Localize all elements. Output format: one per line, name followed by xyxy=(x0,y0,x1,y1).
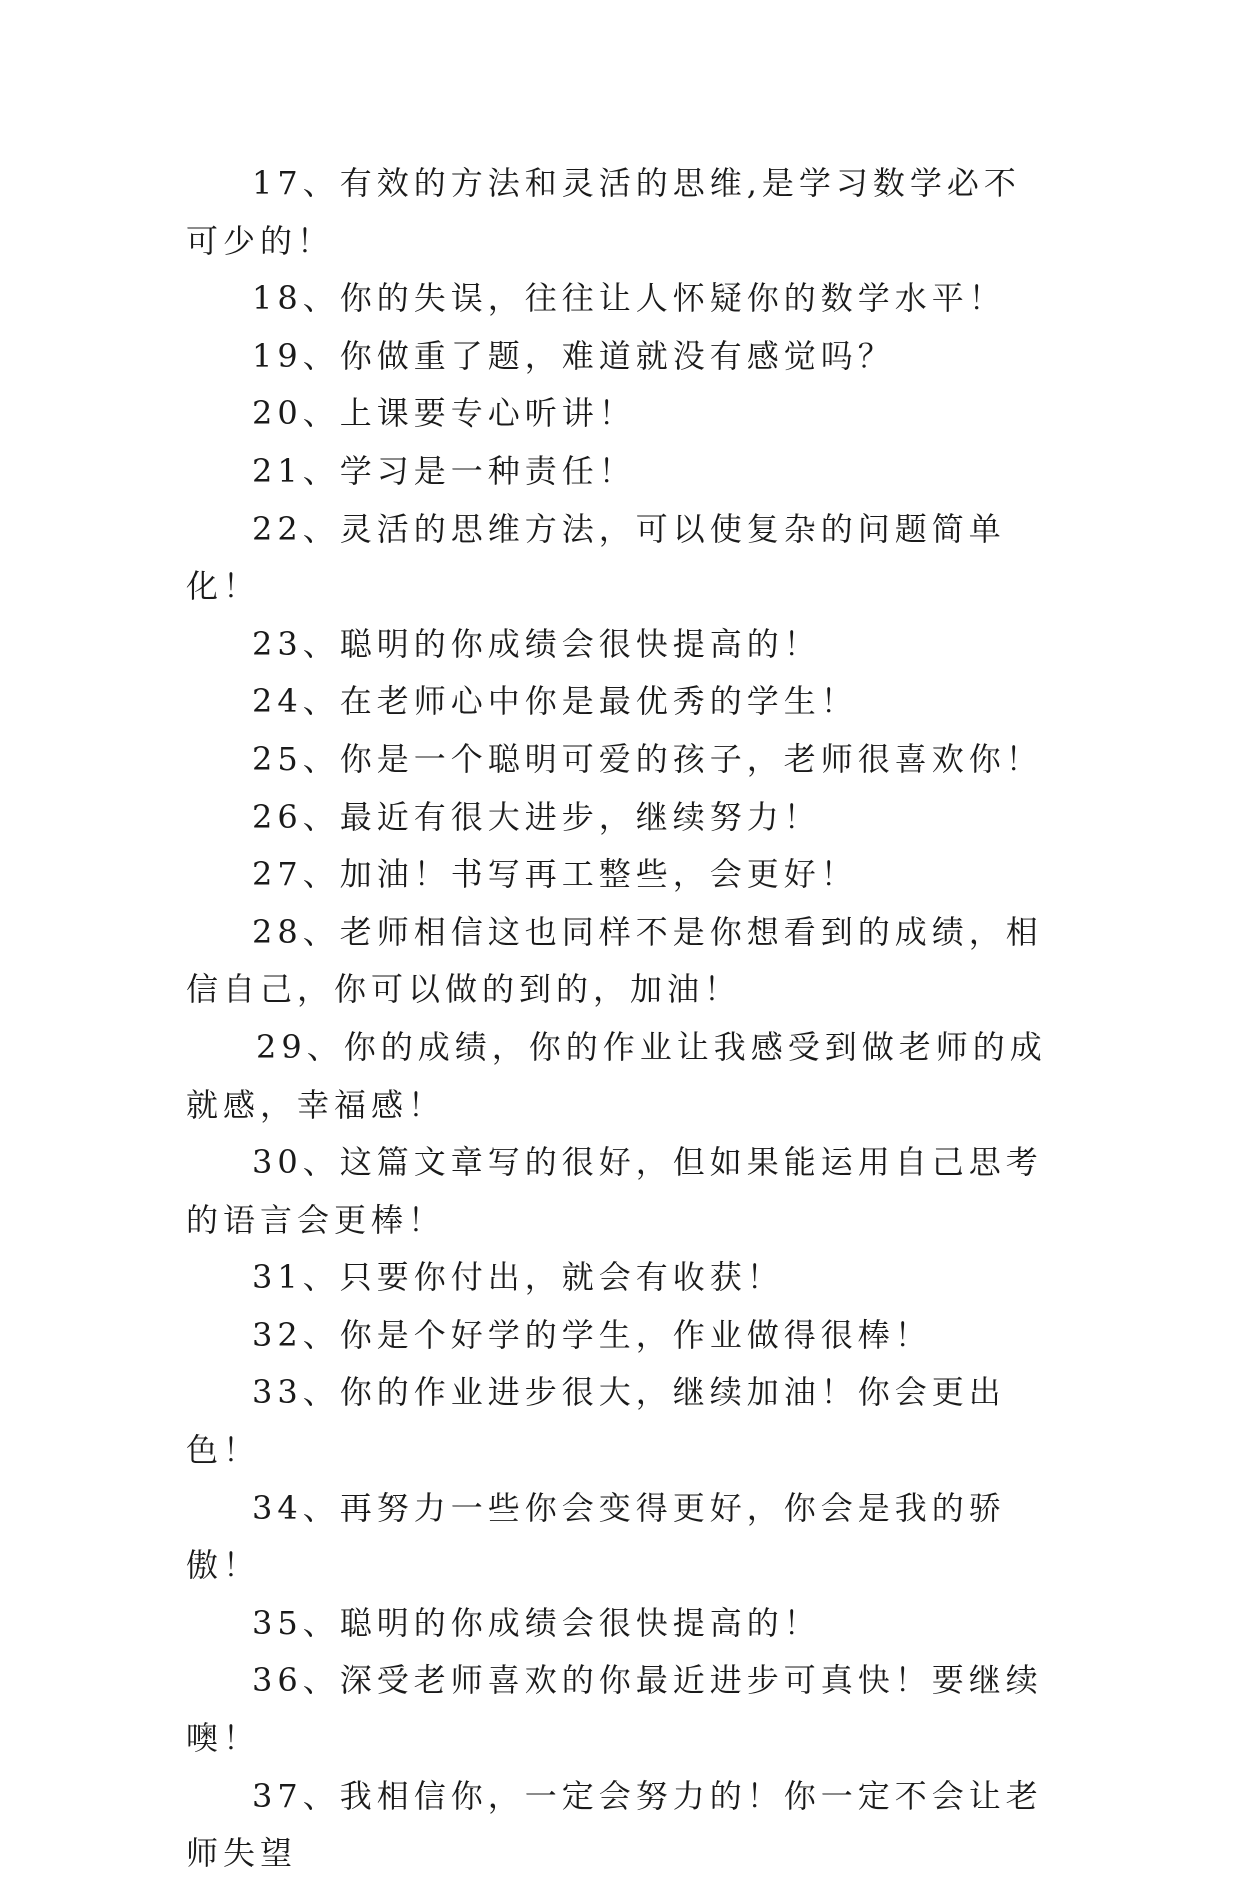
paragraph-25: 25、你是一个聪明可爱的孩子，老师很喜欢你！ xyxy=(252,739,1043,778)
paragraph-18: 18、你的失误，往往让人怀疑你的数学水平！ xyxy=(252,279,1006,318)
paragraph-23: 23、聪明的你成绩会很快提高的！ xyxy=(252,624,821,663)
paragraph-22: 22、灵活的思维方法，可以使复杂的问题简单化！ xyxy=(186,509,1006,606)
paragraph-34: 34、再努力一些你会变得更好，你会是我的骄傲！ xyxy=(186,1488,1006,1585)
paragraph-21: 21、学习是一种责任！ xyxy=(252,451,636,490)
paragraph-17: 17、有效的方法和灵活的思维,是学习数学必不可少的！ xyxy=(186,164,1021,260)
paragraph-36: 36、深受老师喜欢的你最近进步可真快！要继续噢！ xyxy=(186,1661,1043,1758)
paragraph-24: 24、在老师心中你是最优秀的学生！ xyxy=(252,682,858,721)
paragraph-30: 30、这篇文章写的很好，但如果能运用自己思考的语言会更棒！ xyxy=(186,1143,1043,1239)
paragraph-28: 28、老师相信这也同样不是你想看到的成绩，相信自己，你可以做的到的，加油！ xyxy=(186,912,1043,1009)
paragraph-32: 32、你是个好学的学生，作业做得很棒！ xyxy=(252,1315,932,1354)
document-body xyxy=(186,155,1056,1883)
paragraph-29: 29、你的成绩，你的作业让我感受到做老师的成就感，幸福感！ xyxy=(186,1027,1047,1124)
paragraph-19: 19、你做重了题，难道就没有感觉吗？ xyxy=(252,336,895,375)
paragraph-33: 33、你的作业进步很大，继续加油！你会更出色！ xyxy=(186,1373,1006,1470)
paragraph-37: 37、我相信你，一定会努力的！你一定不会让老师失望 xyxy=(186,1776,1043,1873)
paragraph-31: 31、只要你付出，就会有收获！ xyxy=(252,1258,784,1297)
paragraph-27: 27、加油！书写再工整些，会更好！ xyxy=(252,855,858,894)
paragraph-20: 20、上课要专心听讲！ xyxy=(252,394,636,433)
paragraph-35: 35、聪明的你成绩会很快提高的！ xyxy=(252,1603,821,1642)
paragraph-26: 26、最近有很大进步，继续努力！ xyxy=(252,797,821,836)
